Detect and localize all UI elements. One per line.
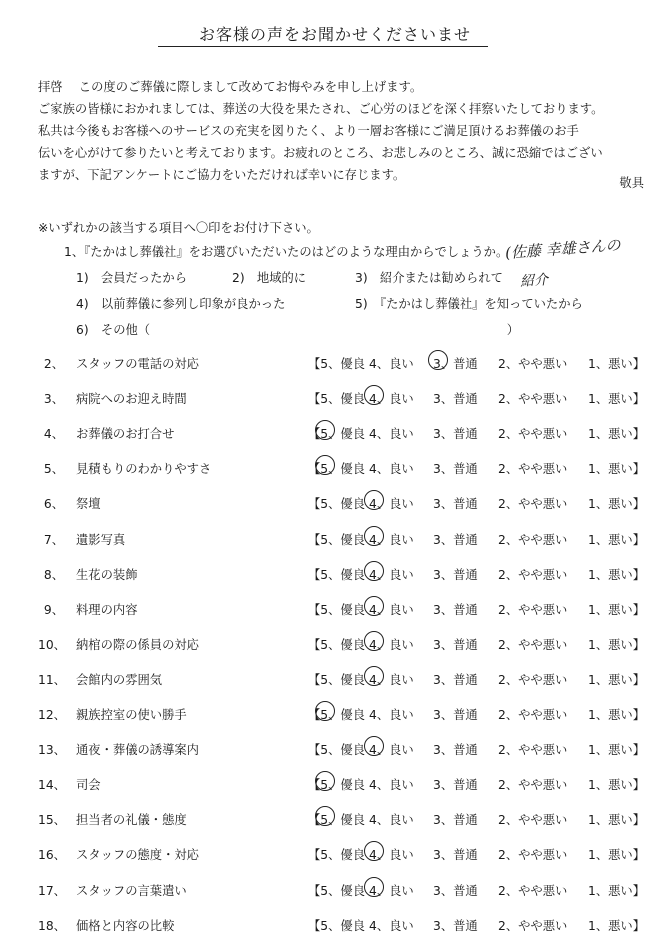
question-row bbox=[0, 565, 670, 589]
question-row bbox=[0, 916, 670, 940]
rating-option-2[interactable]: 2、やや悪い bbox=[498, 743, 568, 758]
rating-option-2[interactable]: 2、やや悪い bbox=[498, 532, 568, 547]
intro-line: ますが、下記アンケートにご協力をいただければ幸いに存じます。 bbox=[38, 168, 406, 182]
rating-option-3[interactable]: 3、普通 bbox=[433, 602, 478, 617]
rating-option-1[interactable]: 1、悪い】 bbox=[588, 427, 646, 442]
rating-option-1[interactable]: 1、悪い】 bbox=[588, 848, 646, 863]
rating-option-1[interactable]: 1、悪い】 bbox=[588, 357, 646, 371]
rating-option-4[interactable]: 4、良い bbox=[369, 740, 414, 758]
rating-option-2[interactable]: 2、やや悪い bbox=[498, 848, 568, 863]
selected-rating-circle bbox=[364, 561, 384, 581]
rating-option-1[interactable]: 1、悪い】 bbox=[588, 778, 646, 793]
rating-option-3[interactable]: 3、普通 bbox=[433, 883, 478, 898]
rating-option-1[interactable]: 1、悪い】 bbox=[588, 392, 646, 407]
selected-rating-circle bbox=[364, 596, 384, 616]
rating-option-5[interactable]: 【5、優良 bbox=[308, 810, 365, 828]
question-label: 遺影写真 bbox=[76, 532, 126, 547]
rating-option-2[interactable]: 2、やや悪い bbox=[498, 427, 568, 442]
rating-option-4[interactable]: 4、良い bbox=[369, 494, 414, 512]
question-number: 5、 bbox=[43, 462, 64, 477]
question-row bbox=[0, 845, 670, 869]
rating-option-3[interactable]: 3、普通 bbox=[433, 354, 478, 372]
rating-option-5[interactable]: 【5、優良 bbox=[308, 602, 366, 617]
rating-option-5[interactable]: 【5、優良 bbox=[308, 672, 366, 687]
title-underline bbox=[158, 46, 488, 47]
intro-line: 拝啓 この度のご葬儀に際しまして改めてお悔やみを申し上げます。 bbox=[38, 80, 423, 94]
question-label: 通夜・葬儀の誘導案内 bbox=[76, 743, 199, 758]
rating-option-1[interactable]: 1、悪い】 bbox=[588, 462, 646, 477]
rating-option-5[interactable]: 【5、優良 bbox=[308, 567, 366, 582]
question-number: 11、 bbox=[38, 672, 66, 687]
selected-rating-circle bbox=[364, 666, 384, 686]
rating-option-4[interactable]: 4、良い bbox=[369, 357, 414, 371]
selected-rating-circle bbox=[315, 420, 335, 440]
rating-option-4[interactable]: 4、良い bbox=[369, 462, 414, 477]
rating-option-1[interactable]: 1、悪い】 bbox=[588, 883, 646, 898]
question-row bbox=[0, 389, 670, 413]
rating-option-1[interactable]: 1、悪い】 bbox=[588, 918, 646, 933]
rating-option-2[interactable]: 2、やや悪い bbox=[498, 497, 568, 512]
selected-rating-circle bbox=[364, 631, 384, 651]
question-label: 生花の装飾 bbox=[76, 567, 138, 582]
question-label: 会館内の雰囲気 bbox=[76, 672, 163, 687]
rating-option-4[interactable]: 4、良い bbox=[369, 845, 414, 863]
question-number: 4、 bbox=[43, 427, 64, 442]
rating-option-5[interactable]: 【5、優良 bbox=[308, 459, 365, 477]
q1-option-2[interactable]: 2) 地域的に bbox=[232, 271, 307, 285]
question-label: 料理の内容 bbox=[76, 602, 138, 617]
question-row bbox=[0, 494, 670, 518]
rating-option-1[interactable]: 1、悪い】 bbox=[588, 813, 646, 828]
rating-option-3[interactable]: 3、普通 bbox=[433, 918, 478, 933]
question-row bbox=[0, 530, 670, 554]
rating-option-4[interactable]: 4、良い bbox=[369, 530, 414, 548]
question-label: 価格と内容の比較 bbox=[76, 918, 175, 933]
question-number: 7、 bbox=[43, 532, 64, 547]
rating-option-3[interactable]: 3、普通 bbox=[433, 848, 478, 863]
q1-option-4[interactable]: 4) 以前葬儀に参列し印象が良かった bbox=[76, 297, 286, 311]
rating-option-5[interactable]: 【5、優良 bbox=[308, 848, 366, 863]
rating-option-5[interactable]: 【5、優良 bbox=[308, 357, 366, 371]
rating-option-5[interactable]: 【5、優良 bbox=[308, 883, 366, 898]
rating-option-1[interactable]: 1、悪い】 bbox=[588, 602, 646, 617]
rating-option-3[interactable]: 3、普通 bbox=[433, 532, 478, 547]
question-number: 12、 bbox=[38, 708, 66, 722]
rating-option-4[interactable]: 4、良い bbox=[369, 670, 414, 688]
handwritten-referral-note: (佐藤 幸雄さんの bbox=[504, 235, 622, 263]
question-row bbox=[0, 459, 670, 483]
intro-letter bbox=[38, 76, 650, 186]
rating-option-4[interactable]: 4、良い bbox=[369, 389, 414, 407]
rating-option-4[interactable]: 4、良い bbox=[369, 427, 414, 442]
rating-option-5[interactable]: 【5、優良 bbox=[308, 532, 366, 547]
question-row bbox=[0, 810, 670, 834]
rating-option-1[interactable]: 1、悪い】 bbox=[588, 567, 646, 582]
question-label: スタッフの言葉遣い bbox=[76, 883, 187, 898]
question-label: スタッフの電話の対応 bbox=[76, 357, 199, 371]
intro-line: ご家族の皆様におかれましては、葬送の大役を果たされ、ご心労のほどを深く拝察いたしております。 bbox=[38, 102, 604, 116]
handwritten-referral-note-2: 紹介 bbox=[519, 272, 549, 290]
rating-option-3[interactable]: 3、普通 bbox=[433, 392, 478, 407]
rating-option-3[interactable]: 3、普通 bbox=[433, 743, 478, 758]
rating-option-3[interactable]: 3、普通 bbox=[433, 462, 478, 477]
question-number: 9、 bbox=[43, 602, 64, 617]
question-row bbox=[0, 881, 670, 905]
selected-rating-circle bbox=[315, 455, 335, 475]
question-row bbox=[0, 740, 670, 764]
question-row bbox=[0, 705, 670, 729]
rating-option-1[interactable]: 1、悪い】 bbox=[588, 637, 646, 652]
rating-option-1[interactable]: 1、悪い】 bbox=[588, 497, 646, 512]
closing-word: 敬具 bbox=[619, 176, 644, 190]
rating-option-2[interactable]: 2、やや悪い bbox=[498, 672, 568, 687]
intro-line: 私共は今後もお客様へのサービスの充実を図りたく、より一層お客様にご満足頂けるお葬儀のお手 bbox=[38, 124, 579, 138]
question-row bbox=[0, 354, 670, 378]
rating-option-5[interactable]: 【5、優良 bbox=[308, 424, 365, 442]
question-label: 担当者の礼儀・態度 bbox=[76, 813, 187, 828]
question-number: 10、 bbox=[38, 637, 66, 652]
rating-option-4[interactable]: 4、良い bbox=[369, 565, 414, 583]
question-label: 納棺の際の係員の対応 bbox=[76, 637, 199, 652]
question-label: 司会 bbox=[76, 778, 101, 793]
question-label: 祭壇 bbox=[76, 497, 101, 512]
rating-option-5[interactable]: 【5、優良 bbox=[308, 392, 366, 407]
rating-option-2[interactable]: 2、やや悪い bbox=[498, 883, 568, 898]
question-1-text: 1、『たかはし葬儀社』をお選びいただいたのはどのような理由からでしょうか。 bbox=[64, 245, 509, 259]
rating-option-3[interactable]: 3、普通 bbox=[433, 708, 478, 722]
rating-option-2[interactable]: 2、やや悪い bbox=[498, 918, 568, 933]
q1-option-6-other[interactable]: 6) その他（ ） bbox=[76, 323, 520, 337]
question-number: 16、 bbox=[38, 848, 66, 863]
rating-option-5[interactable]: 【5、優良 bbox=[308, 743, 366, 758]
rating-option-3[interactable]: 3、普通 bbox=[433, 637, 478, 652]
question-number: 17、 bbox=[38, 883, 66, 898]
selected-rating-circle bbox=[364, 526, 384, 546]
question-label: 親族控室の使い勝手 bbox=[76, 708, 187, 722]
rating-option-2[interactable]: 2、やや悪い bbox=[498, 462, 568, 477]
rating-option-4[interactable]: 4、良い bbox=[369, 600, 414, 618]
selected-rating-circle bbox=[364, 736, 384, 756]
rating-option-2[interactable]: 2、やや悪い bbox=[498, 637, 568, 652]
question-row bbox=[0, 600, 670, 624]
rating-option-3[interactable]: 3、普通 bbox=[433, 813, 478, 828]
rating-option-2[interactable]: 2、やや悪い bbox=[498, 708, 568, 722]
question-number: 18、 bbox=[38, 918, 66, 933]
question-label: スタッフの態度・対応 bbox=[76, 848, 199, 863]
instruction-text: ※いずれかの該当する項目へ〇印をお付け下さい。 bbox=[38, 221, 319, 235]
rating-option-2[interactable]: 2、やや悪い bbox=[498, 813, 568, 828]
question-number: 8、 bbox=[43, 567, 64, 582]
question-row bbox=[0, 635, 670, 659]
rating-option-4[interactable]: 4、良い bbox=[369, 881, 414, 899]
rating-option-5[interactable]: 【5、優良 bbox=[308, 705, 365, 723]
question-row bbox=[0, 670, 670, 694]
rating-option-2[interactable]: 2、やや悪い bbox=[498, 602, 568, 617]
rating-option-4[interactable]: 4、良い bbox=[369, 708, 414, 722]
rating-option-2[interactable]: 2、やや悪い bbox=[498, 357, 568, 371]
rating-option-4[interactable]: 4、良い bbox=[369, 778, 414, 793]
question-number: 13、 bbox=[38, 743, 66, 758]
question-row bbox=[0, 775, 670, 799]
rating-option-3[interactable]: 3、普通 bbox=[433, 427, 478, 442]
question-number: 14、 bbox=[38, 778, 66, 793]
rating-option-1[interactable]: 1、悪い】 bbox=[588, 708, 646, 722]
rating-option-4[interactable]: 4、良い bbox=[369, 635, 414, 653]
rating-option-2[interactable]: 2、やや悪い bbox=[498, 392, 568, 407]
rating-option-3[interactable]: 3、普通 bbox=[433, 778, 478, 793]
intro-line: 伝いを心がけて参りたいと考えております。お疲れのところ、お悲しみのところ、誠に恐縮ではござい bbox=[38, 146, 603, 160]
rating-option-3[interactable]: 3、普通 bbox=[433, 567, 478, 582]
rating-option-1[interactable]: 1、悪い】 bbox=[588, 672, 646, 687]
question-number: 15、 bbox=[38, 813, 66, 828]
rating-option-3[interactable]: 3、普通 bbox=[433, 672, 478, 687]
rating-option-2[interactable]: 2、やや悪い bbox=[498, 778, 568, 793]
rating-option-4[interactable]: 4、良い bbox=[369, 813, 414, 828]
rating-option-3[interactable]: 3、普通 bbox=[433, 497, 478, 512]
selected-rating-circle bbox=[364, 841, 384, 861]
q1-option-3[interactable]: 3) 紹介または勧められて bbox=[355, 271, 503, 285]
selected-rating-circle bbox=[315, 701, 335, 721]
q1-option-1[interactable]: 1) 会員だったから bbox=[76, 271, 187, 285]
page-title: お客様の声をお聞かせくださいませ bbox=[198, 25, 471, 44]
selected-rating-circle bbox=[364, 490, 384, 510]
question-label: お葬儀のお打合せ bbox=[76, 427, 175, 442]
question-label: 見積もりのわかりやすさ bbox=[76, 462, 212, 477]
q1-option-5[interactable]: 5) 『たかはし葬儀社』を知っていたから bbox=[355, 297, 583, 311]
selected-rating-circle bbox=[364, 385, 384, 405]
rating-option-5[interactable]: 【5、優良 bbox=[308, 497, 366, 512]
question-number: 6、 bbox=[43, 497, 64, 512]
rating-option-1[interactable]: 1、悪い】 bbox=[588, 743, 646, 758]
question-label: 病院へのお迎え時間 bbox=[76, 392, 187, 407]
rating-option-1[interactable]: 1、悪い】 bbox=[588, 532, 646, 547]
question-number: 3、 bbox=[43, 392, 64, 407]
selected-rating-circle bbox=[428, 350, 448, 370]
selected-rating-circle bbox=[315, 806, 335, 826]
selected-rating-circle bbox=[315, 771, 335, 791]
rating-option-5[interactable]: 【5、優良 bbox=[308, 637, 366, 652]
question-row bbox=[0, 424, 670, 448]
rating-option-5[interactable]: 【5、優良 bbox=[308, 918, 366, 933]
selected-rating-circle bbox=[364, 877, 384, 897]
question-number: 2、 bbox=[43, 357, 64, 371]
rating-option-2[interactable]: 2、やや悪い bbox=[498, 567, 568, 582]
rating-option-5[interactable]: 【5、優良 bbox=[308, 775, 365, 793]
rating-option-4[interactable]: 4、良い bbox=[369, 918, 414, 933]
